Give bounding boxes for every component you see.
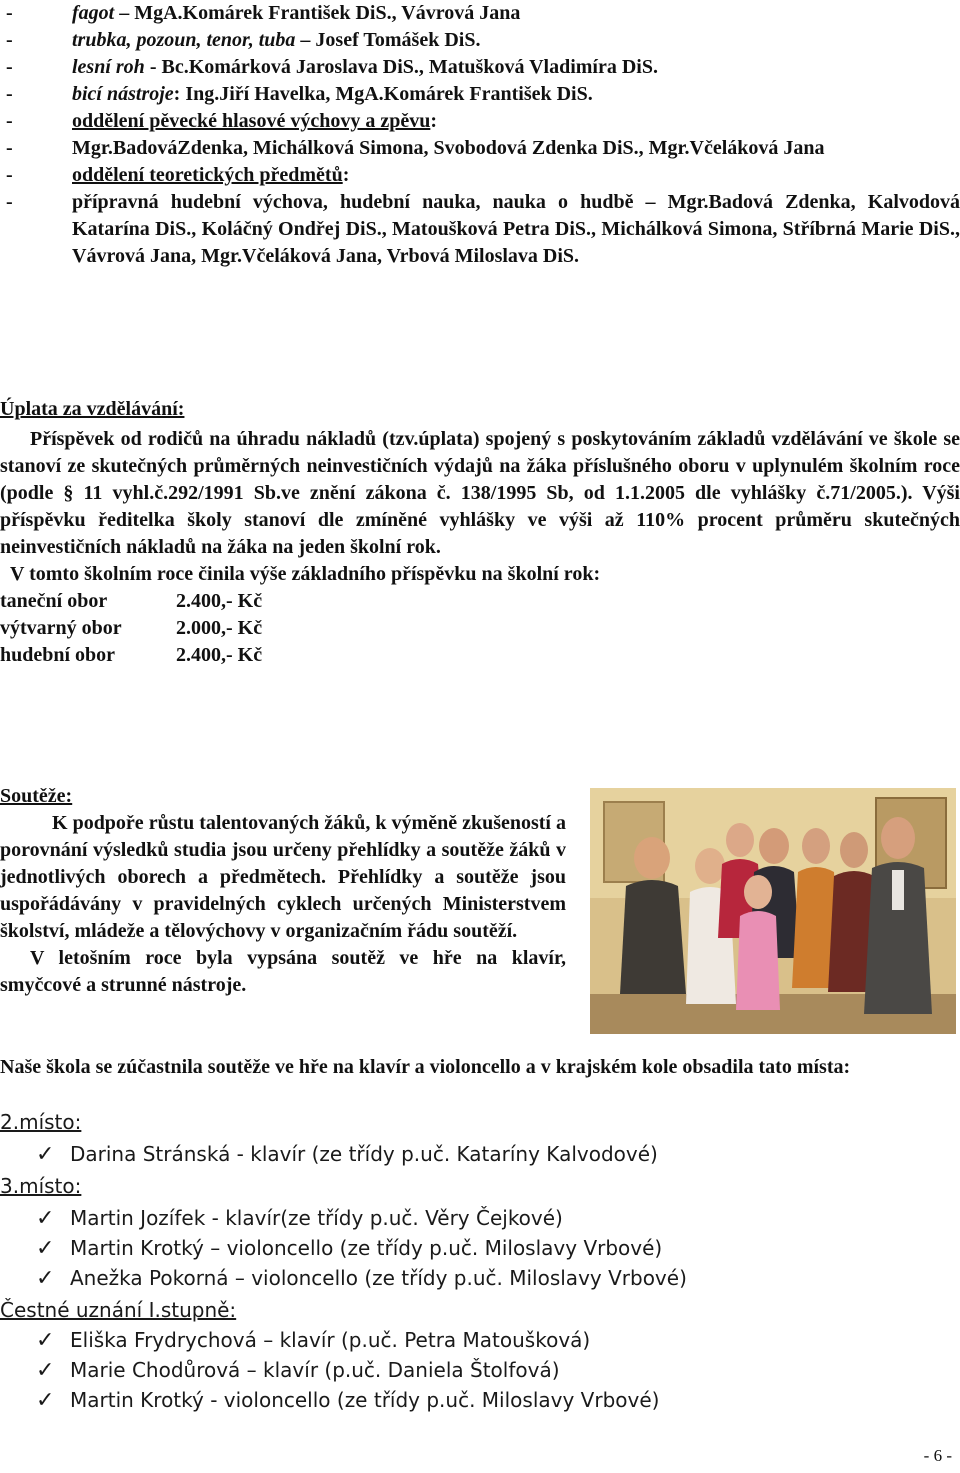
teachers-text: : Ing.Jiří Havelka, MgA.Komárek František DiS.	[173, 83, 593, 105]
competitions-title: Soutěže:	[0, 785, 73, 807]
result-item: ✓ Martin Jozífek - klavír(ze třídy p.uč. Věry Čejkové)	[36, 1206, 563, 1231]
fee-row	[0, 642, 960, 669]
checkmark-icon: ✓	[36, 1206, 55, 1231]
result-item: ✓ Marie Chodůrová – klavír (p.uč. Daniela Štolfová)	[36, 1358, 560, 1383]
result-item: ✓ Eliška Frydrychová – klavír (p.uč. Petra Matoušková)	[36, 1328, 591, 1353]
theory-department-heading: oddělení teoretických předmětů	[72, 164, 343, 186]
competitions-paragraph: V letošním roce byla vypsána soutěž ve hře na klavír, smyčcové a strunné nástroje.	[0, 947, 566, 996]
department-heading: - oddělení pěvecké hlasové výchovy a zpěvu:	[6, 110, 438, 132]
fee-name: hudební obor	[0, 644, 116, 666]
group-photo	[590, 788, 956, 1034]
fees-title: Úplata za vzdělávání:	[0, 398, 185, 420]
competitions-paragraph: K podpoře růstu talentovaných žáků, k výměně zkušeností a porovnání výsledků studia jsou určeny přehlídky a soutěže žáků v jednotlivých oborech a předmětech. Přehlídky a soutěže jsou uspořádávány v pravidelných cyklech určených Ministerstvem školství, mládeže a tělovýchovy v organizačním řádu soutěží.	[0, 812, 566, 942]
vocal-department-heading: oddělení pěvecké hlasové výchovy a zpěvu	[72, 110, 431, 132]
fee-name: výtvarný obor	[0, 617, 122, 639]
list-dash: -	[6, 56, 13, 78]
result-item: ✓ Martin Krotký - violoncello (ze třídy p.uč. Miloslavy Vrbové)	[36, 1388, 660, 1413]
fee-row	[0, 588, 960, 615]
teachers-text: - Bc.Komárková Jaroslava DiS., Matušková Vladimíra DiS.	[144, 56, 658, 78]
competitions-section	[0, 783, 566, 999]
instrument-label: lesní roh	[72, 56, 145, 78]
teachers-text: – MgA.Komárek František DiS., Vávrová Jana	[114, 2, 521, 24]
instrument-label: trubka, pozoun, tenor, tuba	[72, 29, 296, 51]
second-place-heading: 2.místo:	[0, 1110, 82, 1134]
fee-name: taneční obor	[0, 590, 108, 612]
staff-row	[0, 0, 960, 27]
checkmark-icon: ✓	[36, 1266, 55, 1291]
department-heading: - oddělení teoretických předmětů:	[6, 164, 350, 186]
list-dash: -	[6, 83, 13, 105]
third-place-heading: 3.místo:	[0, 1174, 82, 1198]
result-item: ✓ Anežka Pokorná – violoncello (ze třídy p.uč. Miloslavy Vrbové)	[36, 1266, 687, 1291]
checkmark-icon: ✓	[36, 1388, 55, 1413]
result-item: ✓ Martin Krotký – violoncello (ze třídy p.uč. Miloslavy Vrbové)	[36, 1236, 663, 1261]
fee-amount: 2.000,- Kč	[176, 617, 263, 639]
staff-list	[0, 0, 960, 270]
vocal-teachers: - Mgr.BadováZdenka, Michálková Simona, Svobodová Zdenka DiS., Mgr.Včeláková Jana	[6, 137, 825, 159]
instrument-label: bicí nástroje	[72, 83, 174, 105]
checkmark-icon: ✓	[36, 1328, 55, 1353]
group-photo-image	[590, 788, 956, 1034]
fees-paragraph: Příspěvek od rodičů na úhradu nákladů (tzv.úplata) spojený s poskytováním základů vzdělávání ve škole se stanoví ze skutečných průměrných neinvestičních výdajů na žáka příslušného oboru v uplynulém školním roce (podle § 11 vyhl.č.292/1991 Sb.ve znění zákona č. 138/1995 Sb, od 1.1.2005 dle vyhlášky č.71/2005.). Výši příspěvku ředitelka školy stanoví dle zmíněné vyhlášky ve výši až 110% procent průměru skutečných neinvestičních nákladů na žáka na jeden školní rok.	[0, 428, 960, 558]
vocal-teachers-text: Mgr.BadováZdenka, Michálková Simona, Svobodová Zdenka DiS., Mgr.Včeláková Jana	[72, 137, 825, 159]
checkmark-icon: ✓	[36, 1142, 55, 1167]
competition-results-intro: Naše škola se zúčastnila soutěže ve hře na klavír a violoncello a v krajském kole obsadila tato místa:	[0, 1056, 851, 1078]
list-dash: -	[6, 2, 13, 24]
fee-amount: 2.400,- Kč	[176, 590, 263, 612]
fees-subheading: V tomto školním roce činila výše základního příspěvku na školní rok:	[10, 563, 601, 585]
staff-row	[0, 54, 960, 81]
fees-section	[0, 396, 960, 669]
teachers-text: – Josef Tomášek DiS.	[295, 29, 481, 51]
theory-teachers-text: přípravná hudební výchova, hudební nauka, nauka o hudbě – Mgr.Badová Zdenka, Kalvodová Katarína DiS., Koláčný Ondřej DiS., Matoušková Petra DiS., Michálková Simona, Stříbrná Marie DiS., Vávrová Jana, Mgr.Včeláková Jana, Vrbová Miloslava DiS.	[72, 191, 960, 267]
theory-teachers: - přípravná hudební výchova, hudební nauka, nauka o hudbě – Mgr.Badová Zdenka, Kalvodová Katarína DiS., Koláčný Ondřej DiS., Matoušková Petra DiS., Michálková Simona, Stříbrná Marie DiS., Vávrová Jana, Mgr.Včeláková Jana, Vrbová Miloslava DiS.	[6, 191, 960, 267]
staff-row	[0, 81, 960, 108]
result-item: ✓ Darina Stránská - klavír (ze třídy p.uč. Kataríny Kalvodové)	[36, 1142, 658, 1167]
page-number: - 6 -	[923, 1446, 952, 1465]
list-dash: -	[6, 29, 13, 51]
checkmark-icon: ✓	[36, 1358, 55, 1383]
checkmark-icon: ✓	[36, 1236, 55, 1261]
staff-row	[0, 27, 960, 54]
fee-row	[0, 615, 960, 642]
instrument-label: fagot	[72, 2, 115, 24]
fee-amount: 2.400,- Kč	[176, 644, 263, 666]
honorable-mention-heading: Čestné uznání I.stupně:	[0, 1298, 237, 1322]
